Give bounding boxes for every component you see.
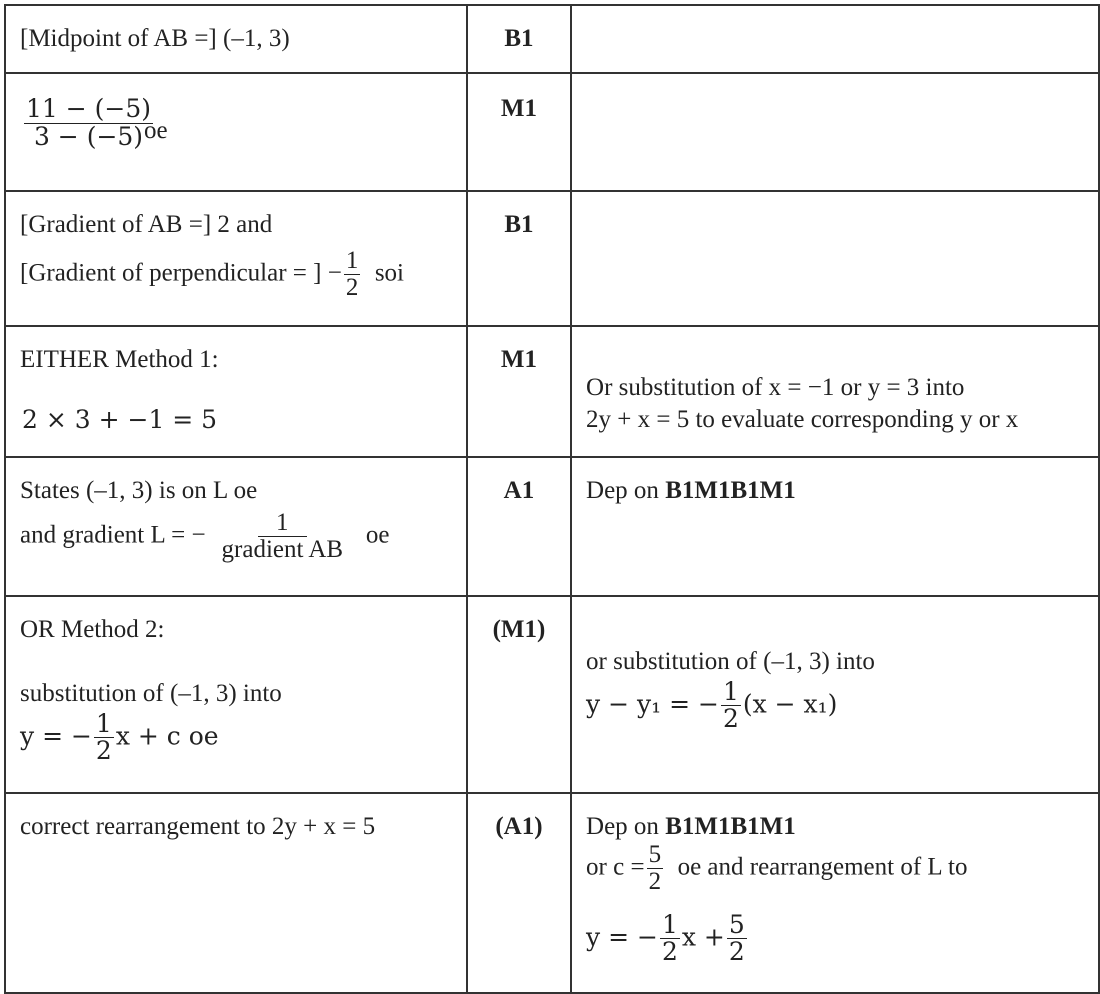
notes-mid: x + [681, 921, 725, 951]
fraction-denominator: gradient AB [221, 535, 344, 563]
working-line: correct rearrangement to 2y + x = 5 [20, 812, 376, 840]
working-cell [5, 5, 467, 73]
notes-line: Or substitution of x = −1 or y = 3 into [586, 373, 965, 401]
working-line [20, 248, 404, 302]
notes-cell [571, 326, 1099, 457]
working-line: substitution of (–1, 3) into [20, 679, 282, 707]
working-cell [5, 793, 467, 993]
notes-prefix: y = − [586, 921, 658, 951]
mark-label: B1 [504, 25, 534, 52]
notes-prefix: Dep on [586, 812, 659, 840]
notes-cell [571, 5, 1099, 73]
working-line-prefix: and gradient L = − [20, 521, 206, 549]
working-line [20, 708, 219, 765]
mark-cell [467, 596, 571, 793]
working-text: [Midpoint of AB =] (–1, 3) [20, 25, 290, 52]
fraction-expression [22, 96, 155, 150]
working-cell [5, 457, 467, 596]
notes-line [586, 842, 967, 896]
soi-note: soi [374, 259, 405, 287]
working-line [20, 510, 389, 564]
notes-cell [571, 596, 1099, 793]
fraction-denominator: 2 [648, 867, 662, 895]
working-cell [5, 596, 467, 793]
working-line: 2 × 3 + −1 = 5 [22, 404, 218, 434]
fraction-denominator: 2 [95, 735, 112, 765]
table-row [5, 191, 1099, 326]
fraction-numerator: 1 [258, 510, 307, 537]
fraction-denominator: 2 [661, 936, 678, 966]
table-row [5, 326, 1099, 457]
fraction-numerator: 1 [95, 708, 112, 738]
fraction-denominator: 2 [728, 936, 745, 966]
table-row [5, 457, 1099, 596]
mark-label: A1 [503, 476, 535, 504]
working-line-prefix: [Gradient of perpendicular = ] − [20, 259, 342, 287]
mark-label: (A1) [495, 812, 543, 840]
notes-line [586, 814, 796, 839]
dependency-marks: B1M1B1M1 [665, 812, 796, 840]
notes-cell [571, 73, 1099, 191]
table-row [5, 596, 1099, 793]
working-cell [5, 326, 467, 457]
fraction-denominator: 2 [345, 274, 359, 302]
table-row [5, 73, 1099, 191]
notes-cell [571, 793, 1099, 993]
working-cell [5, 73, 467, 191]
fraction-numerator: 1 [661, 909, 678, 939]
notes-prefix: y − y₁ = − [586, 688, 719, 718]
notes-line: 2y + x = 5 to evaluate corresponding y or x [586, 405, 1019, 433]
fraction-numerator: 5 [728, 909, 745, 939]
notes-suffix: (x − x₁) [742, 688, 838, 718]
fraction-numerator: 1 [345, 247, 359, 275]
fraction-denominator: 2 [722, 703, 739, 733]
mark-label: M1 [500, 95, 537, 123]
mark-cell [467, 326, 571, 457]
notes-line [586, 478, 796, 503]
notes-cell [571, 457, 1099, 596]
mark-cell [467, 457, 571, 596]
fraction-numerator: 11 − (−5) [26, 94, 152, 124]
fraction-numerator: 5 [648, 840, 662, 868]
working-line-suffix: x + c oe [115, 720, 219, 750]
notes-line [586, 676, 838, 733]
mark-cell [467, 191, 571, 326]
fraction-denominator: 3 − (−5) [33, 121, 144, 151]
notes-line: or substitution of (–1, 3) into [586, 647, 875, 675]
notes-line [586, 909, 749, 966]
table-row [5, 5, 1099, 73]
working-cell [5, 191, 467, 326]
oe-note: oe [144, 117, 168, 145]
mark-label: M1 [500, 345, 537, 373]
mark-scheme-table [4, 4, 1100, 994]
notes-suffix: oe and rearrangement of L to [677, 853, 968, 881]
working-line: OR Method 2: [20, 615, 165, 643]
oe-note: oe [365, 521, 390, 549]
notes-prefix: or c = [586, 853, 645, 881]
mark-label: (M1) [492, 615, 546, 643]
mark-label: B1 [504, 211, 534, 239]
mark-cell [467, 73, 571, 191]
working-line: [Gradient of AB =] 2 and [20, 211, 273, 239]
dependency-marks: B1M1B1M1 [665, 476, 796, 504]
mark-cell [467, 793, 571, 993]
notes-cell [571, 191, 1099, 326]
working-line: States (–1, 3) is on L oe [20, 476, 258, 504]
fraction-numerator: 1 [722, 676, 739, 706]
working-line: EITHER Method 1: [20, 345, 219, 373]
mark-cell [467, 5, 571, 73]
working-line-prefix: y = − [20, 720, 92, 750]
notes-prefix: Dep on [586, 476, 659, 504]
table-row [5, 793, 1099, 993]
